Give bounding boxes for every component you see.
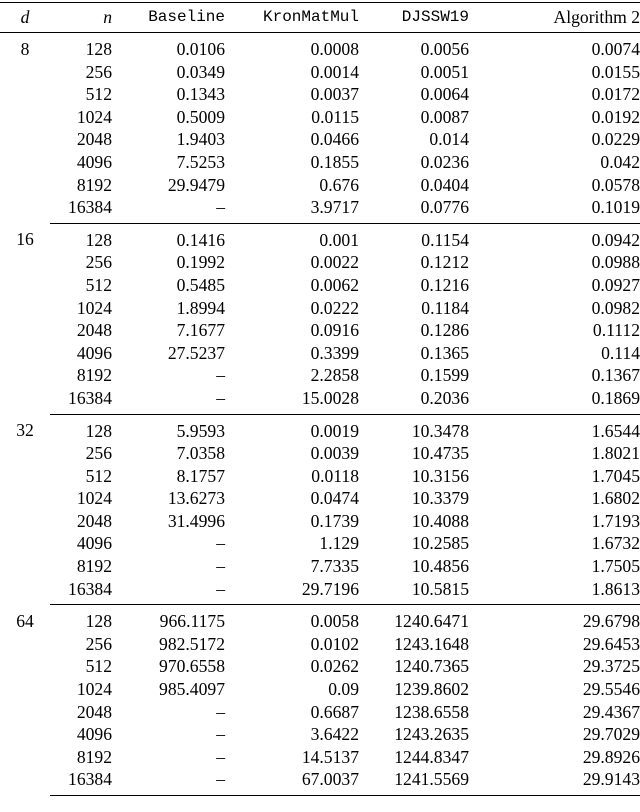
cell-n: 2048 (76, 129, 112, 150)
table-row (0, 223, 640, 251)
cell-n: 1024 (76, 679, 112, 700)
cell-d: 8 (20, 39, 30, 59)
table-row (0, 442, 640, 465)
cell-n: 256 (85, 443, 112, 464)
group-d-8 (0, 33, 640, 224)
cell-algorithm2: 0.0942 (591, 229, 640, 250)
table-row (0, 61, 640, 84)
cell-n: 256 (85, 633, 112, 654)
table-row (0, 274, 640, 297)
cell-baseline: – (216, 365, 225, 386)
cell-kronmatmul: 0.09 (328, 679, 359, 700)
cell-kronmatmul: 0.0222 (310, 297, 359, 318)
cell-kronmatmul: 0.0115 (311, 106, 359, 127)
cell-baseline: – (112, 578, 225, 605)
cell-djssw19: 1243.1648 (394, 633, 469, 654)
cell-djssw19: 10.3379 (411, 488, 469, 509)
table-row (0, 151, 640, 174)
cell-baseline: 0.0106 (176, 39, 225, 59)
group-d-32 (0, 414, 640, 605)
cell-djssw19: 10.2585 (411, 533, 469, 554)
table-row (0, 465, 640, 488)
cell-baseline: – (216, 533, 225, 554)
cell-n: 8192 (76, 174, 112, 195)
cell-n: 1024 (76, 297, 112, 318)
cell-djssw19: 0.1212 (420, 252, 469, 273)
cell-baseline: 0.5009 (176, 106, 225, 127)
cell-n: 8192 (76, 746, 112, 767)
cell-kronmatmul: 0.1739 (310, 510, 359, 531)
cell-kronmatmul: 0.0058 (310, 611, 359, 632)
cell-algorithm2: 0.0229 (591, 129, 640, 150)
table-row (0, 555, 640, 578)
cell-baseline: 1.8994 (176, 297, 225, 318)
cell-djssw19: 0.1365 (420, 342, 469, 363)
cell-algorithm2: 29.5546 (582, 679, 640, 700)
table-row (0, 106, 640, 129)
cell-algorithm2: 1.8613 (469, 578, 640, 605)
cell-n: 4096 (76, 151, 112, 172)
header-kronmatmul: KronMatMul (225, 3, 359, 33)
table-row (0, 532, 640, 555)
header-djssw19: DJSSW19 (359, 3, 469, 33)
cell-djssw19: 10.3156 (411, 465, 469, 486)
cell-djssw19: 0.1286 (420, 320, 469, 341)
table-row (0, 364, 640, 387)
cell-baseline: 0.5485 (176, 274, 225, 295)
cell-n: 8192 (76, 365, 112, 386)
table-row (0, 510, 640, 533)
cell-djssw19: 0.0064 (420, 84, 469, 105)
cell-n: 4096 (76, 533, 112, 554)
cell-kronmatmul: 67.0037 (225, 768, 359, 795)
cell-n: 128 (85, 420, 112, 441)
cell-kronmatmul: 0.0118 (311, 465, 359, 486)
cell-baseline: – (216, 701, 225, 722)
cell-kronmatmul: 14.5137 (301, 746, 359, 767)
cell-n: 1024 (76, 488, 112, 509)
cell-n: 4096 (76, 342, 112, 363)
cell-n: 2048 (76, 701, 112, 722)
table-row (0, 196, 640, 223)
cell-algorithm2: 0.1367 (591, 365, 640, 386)
cell-baseline: 0.0349 (176, 61, 225, 82)
cell-baseline: – (216, 556, 225, 577)
cell-baseline: 7.0358 (176, 443, 225, 464)
cell-kronmatmul: 2.2858 (310, 365, 359, 386)
header-algorithm2: Algorithm 2 (469, 3, 640, 33)
header-d: d (0, 3, 50, 33)
cell-baseline: – (216, 746, 225, 767)
cell-algorithm2: 0.0927 (591, 274, 640, 295)
cell-baseline: – (216, 724, 225, 745)
cell-n: 8192 (76, 556, 112, 577)
cell-baseline: 27.5237 (167, 342, 225, 363)
cell-n: 512 (85, 465, 112, 486)
table-row (0, 487, 640, 510)
cell-kronmatmul: 0.001 (319, 229, 359, 250)
cell-n: 16384 (50, 768, 112, 795)
cell-baseline: – (112, 387, 225, 414)
cell-kronmatmul: 0.0062 (310, 274, 359, 295)
cell-djssw19: 0.0051 (420, 61, 469, 82)
cell-djssw19: 10.4735 (411, 443, 469, 464)
cell-algorithm2: 0.0988 (591, 252, 640, 273)
cell-algorithm2: 29.7029 (582, 724, 640, 745)
cell-d: 32 (16, 420, 34, 440)
cell-d: 64 (16, 610, 34, 631)
cell-kronmatmul: 1.129 (319, 533, 359, 554)
cell-algorithm2: 0.114 (601, 342, 640, 363)
cell-baseline: 982.5172 (159, 633, 225, 654)
table-row (0, 678, 640, 701)
cell-djssw19: 1243.2635 (394, 724, 469, 745)
cell-djssw19: 0.0087 (420, 106, 469, 127)
cell-djssw19: 0.0056 (420, 39, 469, 59)
cell-baseline: 29.9479 (167, 174, 225, 195)
cell-kronmatmul: 0.0916 (310, 320, 359, 341)
cell-kronmatmul: 0.0466 (310, 129, 359, 150)
table-row (0, 174, 640, 197)
cell-kronmatmul: 7.7335 (310, 556, 359, 577)
cell-algorithm2: 1.6544 (591, 420, 640, 441)
cell-kronmatmul: 0.676 (319, 174, 359, 195)
cell-n: 512 (85, 656, 112, 677)
cell-djssw19: 1244.8347 (394, 746, 469, 767)
cell-kronmatmul: 0.6687 (310, 701, 359, 722)
cell-algorithm2: 1.7045 (591, 465, 640, 486)
cell-algorithm2: 0.0155 (591, 61, 640, 82)
table-row (0, 768, 640, 795)
cell-algorithm2: 0.1112 (592, 320, 640, 341)
cell-algorithm2: 29.6798 (582, 611, 640, 632)
cell-djssw19: 1238.6558 (394, 701, 469, 722)
table-row (0, 387, 640, 414)
cell-algorithm2: 0.0074 (591, 39, 640, 59)
cell-algorithm2: 1.7193 (591, 510, 640, 531)
cell-n: 256 (85, 252, 112, 273)
cell-djssw19: 1241.5569 (359, 768, 469, 795)
cell-djssw19: 1240.6471 (394, 611, 469, 632)
cell-baseline: 7.1677 (176, 320, 225, 341)
results-table (0, 2, 640, 796)
cell-kronmatmul: 29.7196 (225, 578, 359, 605)
cell-baseline: 985.4097 (159, 679, 225, 700)
table-header (0, 3, 640, 33)
table-row (0, 746, 640, 769)
cell-djssw19: 0.2036 (359, 387, 469, 414)
cell-n: 2048 (76, 320, 112, 341)
table-row (0, 723, 640, 746)
cell-n: 1024 (76, 106, 112, 127)
cell-algorithm2: 0.0982 (591, 297, 640, 318)
cell-n: 16384 (50, 387, 112, 414)
cell-baseline: – (112, 768, 225, 795)
cell-kronmatmul: 0.0022 (310, 252, 359, 273)
cell-n: 128 (85, 229, 112, 250)
cell-djssw19: 0.1599 (420, 365, 469, 386)
cell-algorithm2: 29.8926 (582, 746, 640, 767)
cell-djssw19: 0.0236 (420, 151, 469, 172)
cell-djssw19: 0.1184 (421, 297, 469, 318)
cell-djssw19: 1240.7365 (394, 656, 469, 677)
cell-algorithm2: 1.6802 (591, 488, 640, 509)
table-row (0, 701, 640, 724)
table-row (0, 128, 640, 151)
cell-baseline: 0.1992 (176, 252, 225, 273)
group-d-64 (0, 605, 640, 796)
cell-kronmatmul: 0.0039 (310, 443, 359, 464)
cell-algorithm2: 29.3725 (582, 656, 640, 677)
table-row (0, 633, 640, 656)
cell-n: 128 (85, 39, 112, 59)
cell-kronmatmul: 0.0014 (310, 61, 359, 82)
cell-algorithm2: 29.9143 (469, 768, 640, 795)
cell-kronmatmul: 0.1855 (310, 151, 359, 172)
cell-djssw19: 0.1154 (421, 229, 469, 250)
cell-n: 4096 (76, 724, 112, 745)
cell-algorithm2: 0.0192 (591, 106, 640, 127)
cell-baseline: – (112, 196, 225, 223)
cell-kronmatmul: 3.6422 (310, 724, 359, 745)
cell-n: 16384 (50, 578, 112, 605)
header-n: n (50, 3, 112, 33)
table-row (0, 578, 640, 605)
cell-n: 512 (85, 84, 112, 105)
cell-djssw19: 0.014 (429, 129, 469, 150)
table-row (0, 605, 640, 633)
cell-n: 2048 (76, 510, 112, 531)
cell-baseline: 8.1757 (176, 465, 225, 486)
group-d-16 (0, 223, 640, 414)
cell-baseline: 0.1416 (176, 229, 225, 250)
table-row (0, 342, 640, 365)
cell-algorithm2: 1.8021 (591, 443, 640, 464)
cell-djssw19: 0.1216 (420, 274, 469, 295)
cell-baseline: 966.1175 (159, 611, 225, 632)
table-row (0, 251, 640, 274)
cell-algorithm2: 0.1869 (469, 387, 640, 414)
cell-kronmatmul: 3.9717 (225, 196, 359, 223)
cell-n: 16384 (50, 196, 112, 223)
cell-d: 16 (16, 229, 34, 250)
cell-n: 128 (85, 611, 112, 632)
cell-baseline: 970.6558 (159, 656, 225, 677)
cell-djssw19: 10.4088 (411, 510, 469, 531)
cell-algorithm2: 0.0172 (591, 84, 640, 105)
table-row (0, 83, 640, 106)
cell-kronmatmul: 0.3399 (310, 342, 359, 363)
cell-baseline: 31.4996 (167, 510, 225, 531)
cell-algorithm2: 0.0578 (591, 174, 640, 195)
cell-algorithm2: 0.1019 (469, 196, 640, 223)
cell-djssw19: 10.3478 (411, 420, 469, 441)
cell-baseline: 13.6273 (167, 488, 225, 509)
cell-baseline: 0.1343 (176, 84, 225, 105)
cell-baseline: 1.9403 (176, 129, 225, 150)
cell-djssw19: 0.0776 (359, 196, 469, 223)
header-row (0, 3, 640, 33)
table-row (0, 319, 640, 342)
cell-kronmatmul: 0.0102 (310, 633, 359, 654)
table-row (0, 414, 640, 442)
cell-algorithm2: 29.6453 (582, 633, 640, 654)
cell-kronmatmul: 0.0474 (310, 488, 359, 509)
cell-algorithm2: 29.4367 (582, 701, 640, 722)
table-row (0, 33, 640, 61)
header-baseline: Baseline (112, 3, 225, 33)
cell-algorithm2: 0.042 (600, 151, 640, 172)
cell-djssw19: 1239.8602 (394, 679, 469, 700)
cell-algorithm2: 1.6732 (591, 533, 640, 554)
cell-djssw19: 10.5815 (359, 578, 469, 605)
cell-kronmatmul: 0.0019 (310, 420, 359, 441)
table-row (0, 297, 640, 320)
cell-kronmatmul: 15.0028 (225, 387, 359, 414)
cell-kronmatmul: 0.0037 (310, 84, 359, 105)
cell-n: 512 (85, 274, 112, 295)
cell-n: 256 (85, 61, 112, 82)
cell-kronmatmul: 0.0008 (310, 39, 359, 59)
cell-baseline: 5.9593 (176, 420, 225, 441)
cell-algorithm2: 1.7505 (591, 556, 640, 577)
cell-djssw19: 10.4856 (411, 556, 469, 577)
cell-djssw19: 0.0404 (420, 174, 469, 195)
table-row (0, 655, 640, 678)
cell-kronmatmul: 0.0262 (310, 656, 359, 677)
cell-baseline: 7.5253 (176, 151, 225, 172)
